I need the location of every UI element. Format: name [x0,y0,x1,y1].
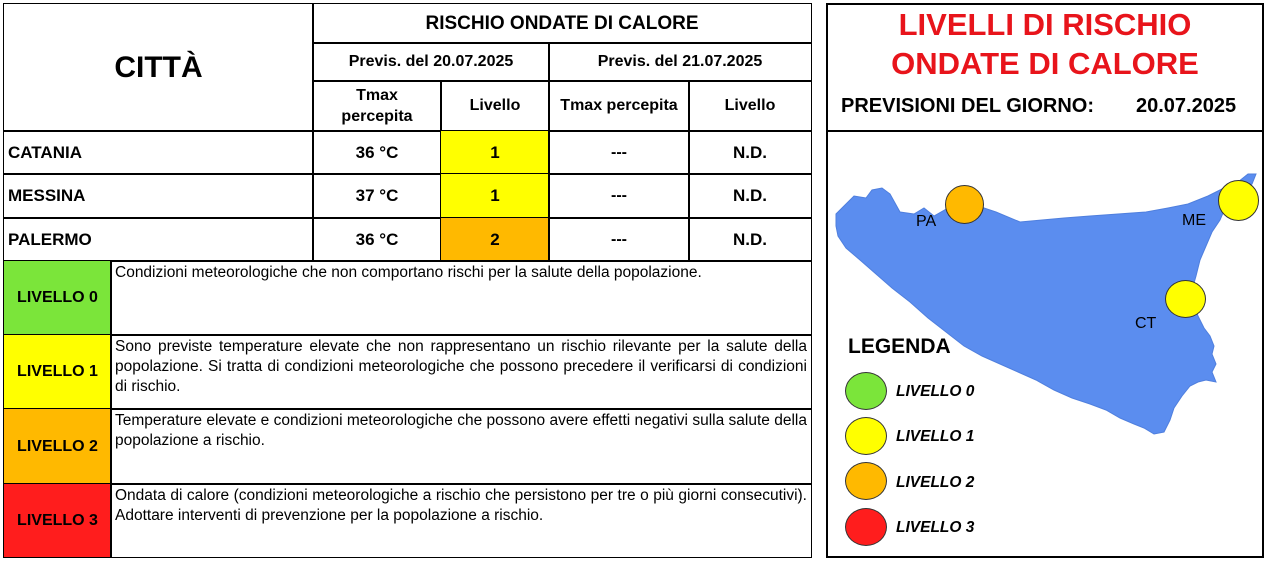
row-messina-livello1: 1 [440,173,550,219]
row-catania-livello2: N.D. [688,130,812,175]
level-3-name: LIVELLO 3 [3,483,112,558]
legend-label-0: LIVELLO 0 [896,383,975,400]
col-livello-day2: Livello [688,80,812,132]
col-tmax-day1 [312,80,442,132]
row-catania-tmax2: --- [548,130,690,175]
col-livello-day1: Livello [440,80,550,132]
marker-me [1218,180,1259,221]
forecast-date: 20.07.2025 [1136,95,1237,117]
row-catania-city: CATANIA [3,130,314,175]
forecast-day2-header: Previs. del 21.07.2025 [548,42,812,82]
level-0-name: LIVELLO 0 [3,260,112,336]
row-palermo-livello1: 2 [440,217,550,262]
row-messina-livello2: N.D. [688,173,812,219]
legend-dot-3 [845,508,887,546]
marker-ct [1165,280,1206,318]
marker-me-label: ME [1182,212,1206,229]
map-panel [826,130,1264,558]
marker-pa [945,185,984,224]
legend-label-3: LIVELLO 3 [896,519,975,536]
row-palermo-tmax2: --- [548,217,690,262]
row-messina-city: MESSINA [3,173,314,219]
col-tmax-day1-line1: Tmax [356,87,398,104]
row-messina-tmax2: --- [548,173,690,219]
level-2-name: LIVELLO 2 [3,408,112,485]
col-tmax-day2: Tmax percepita [548,80,690,132]
legend-label-2: LIVELLO 2 [896,474,975,491]
city-header: CITTÀ [3,3,314,132]
legend-dot-2 [845,462,887,500]
legend-title: LEGENDA [848,335,951,358]
row-palermo-livello2: N.D. [688,217,812,262]
forecast-label: PREVISIONI DEL GIORNO: [841,95,1094,117]
panel-header-box [826,3,1264,132]
level-1-description: Sono previste temperature elevate che non rappresentano un rischio rilevante per la salute della popolazione. Si tratta di condizioni meteorologiche che possono precedere il verificarsi di condizioni di rischio. [110,334,812,410]
heatwave-risk-table [3,3,812,558]
row-messina-tmax1: 37 °C [312,173,442,219]
col-tmax-day1-line2: percepita [341,108,413,125]
level-0-description: Condizioni meteorologiche che non comportano rischi per la salute della popolazione. [110,260,812,336]
forecast-day1-header: Previs. del 20.07.2025 [312,42,550,82]
row-palermo-city: PALERMO [3,217,314,262]
level-2-description: Temperature elevate e condizioni meteorologiche che possono avere effetti negativi sulla salute della popolazione a rischio. [110,408,812,485]
level-1-name: LIVELLO 1 [3,334,112,410]
row-palermo-tmax1: 36 °C [312,217,442,262]
legend-label-1: LIVELLO 1 [896,428,975,445]
marker-ct-label: CT [1135,315,1157,332]
marker-pa-label: PA [916,213,937,230]
level-3-description: Ondata di calore (condizioni meteorologiche a rischio che persistono per tre o più giorni consecutivi). Adottare interventi di prevenzione per la popolazione a rischio. [110,483,812,558]
risk-header: RISCHIO ONDATE DI CALORE [312,3,812,44]
row-catania-tmax1: 36 °C [312,130,442,175]
legend-dot-1 [845,417,887,455]
panel-title-line2: ONDATE DI CALORE [891,46,1199,81]
row-catania-livello1: 1 [440,130,550,175]
panel-title-line1: LIVELLI DI RISCHIO [898,7,1192,42]
legend-dot-0 [845,372,887,410]
